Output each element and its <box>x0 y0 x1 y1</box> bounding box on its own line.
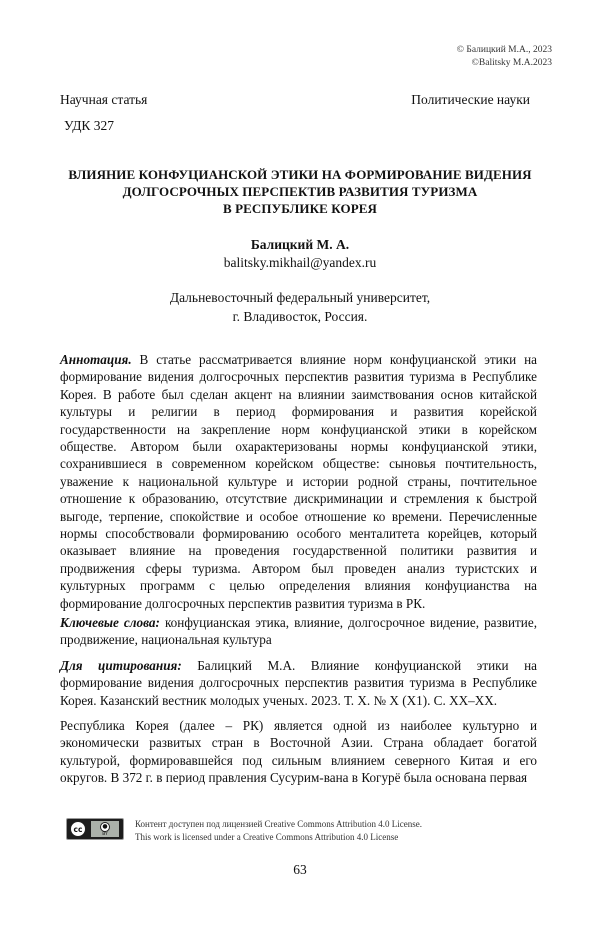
title-line-3: В РЕСПУБЛИКЕ КОРЕЯ <box>222 201 377 216</box>
intro-paragraph: Республика Корея (далее – РК) является одной из наиболее культурно и экономически развитых стран в Восточной Азии. Страна обладает богатой культурой, формировавшейся под сильным влиянием северного Китая и его округов. В 372 г. в период правления Сусурим-вана в Когурё была основана первая <box>60 718 537 786</box>
author-name: Балицкий М. А. <box>250 237 350 252</box>
keywords-label: Ключевые слова: <box>60 615 160 630</box>
license-line-ru: Контент доступен под лицензией Creative Commons Attribution 4.0 License. <box>135 819 423 829</box>
citation-text: Балицкий М.А. Влияние конфуцианской этики на формирование видения долгосрочных перспектив развития туризма в Республике Корея. Казанский вестник молодых ученых. 2023. Т. Х. № Х (Х1). С. ХХ–ХХ. <box>60 658 537 708</box>
page-number: 63 <box>293 862 307 877</box>
license-text <box>135 818 422 844</box>
copyright-notice <box>457 44 552 70</box>
article-field: Политические науки <box>411 92 530 107</box>
title-line-2: ДОЛГОСРОЧНЫХ ПЕРСПЕКТИВ РАЗВИТИЯ ТУРИЗМА <box>122 184 478 199</box>
abstract-label: Аннотация. <box>60 352 132 367</box>
cc-by-license-icon[interactable] <box>66 818 124 840</box>
title-line-1: ВЛИЯНИЕ КОНФУЦИАНСКОЙ ЭТИКИ НА ФОРМИРОВАНИЕ ВИДЕНИЯ <box>68 167 532 182</box>
author-email: balitsky.mikhail@yandex.ru <box>223 255 377 270</box>
citation <box>60 657 537 709</box>
citation-label: Для цитирования: <box>60 658 182 673</box>
copyright-line-en: ©Balitsky M.A.2023 <box>471 58 552 68</box>
article-title <box>40 166 560 217</box>
copyright-line-ru: © Балицкий М.А., 2023 <box>456 45 552 55</box>
cc-by-label: BY <box>102 831 108 837</box>
keywords <box>60 614 537 649</box>
attribution-person-icon: ● <box>100 822 110 832</box>
udk-code: УДК 327 <box>64 118 115 133</box>
article-type: Научная статья <box>60 92 148 107</box>
cc-by-panel <box>91 821 119 837</box>
abstract <box>60 351 537 612</box>
cc-logo-icon: cc <box>70 821 86 837</box>
license-block <box>66 818 422 844</box>
affiliation-line-2: г. Владивосток, Россия. <box>232 309 368 324</box>
author-affiliation <box>0 288 600 326</box>
abstract-text: В статье рассматривается влияние норм конфуцианской этики на формирование видения долгосрочных перспектив развития туризма в Республике Корея. В работе был сделан акцент на влиянии заимствования основ китайской культуры и религии в период формирования и развития корейской государственности на закрепление норм конфуцианской этики в корейском обществе. Автором были охарактеризованы нормы конфуцианской этики, сохранившиеся в современном корейском обществе: сыновья почтительность, уважение к национальной культуре и истории родной страны, почтительное отношение к образованию, отсутствие дискриминации и стремления к быстрой выгоде, терпение, спокойствие и особое отношение ко времени. Перечисленные нормы способствовали формированию особого менталитета корейцев, который оказывает влияние на проведения государственной политики развития и продвижения сферы туризма. Автором был проведен анализ туристских и культурных программ с целью определения влияния конфуцианства на формирование долгосрочных перспектив развития туризма в РК. <box>60 352 537 611</box>
license-line-en: This work is licensed under a Creative Commons Attribution 4.0 License <box>135 832 399 842</box>
article-header-row <box>60 92 530 108</box>
affiliation-line-1: Дальневосточный федеральный университет, <box>169 290 431 305</box>
keywords-text: конфуцианская этика, влияние, долгосрочное видение, развитие, продвижение, национальная культура <box>60 615 537 648</box>
